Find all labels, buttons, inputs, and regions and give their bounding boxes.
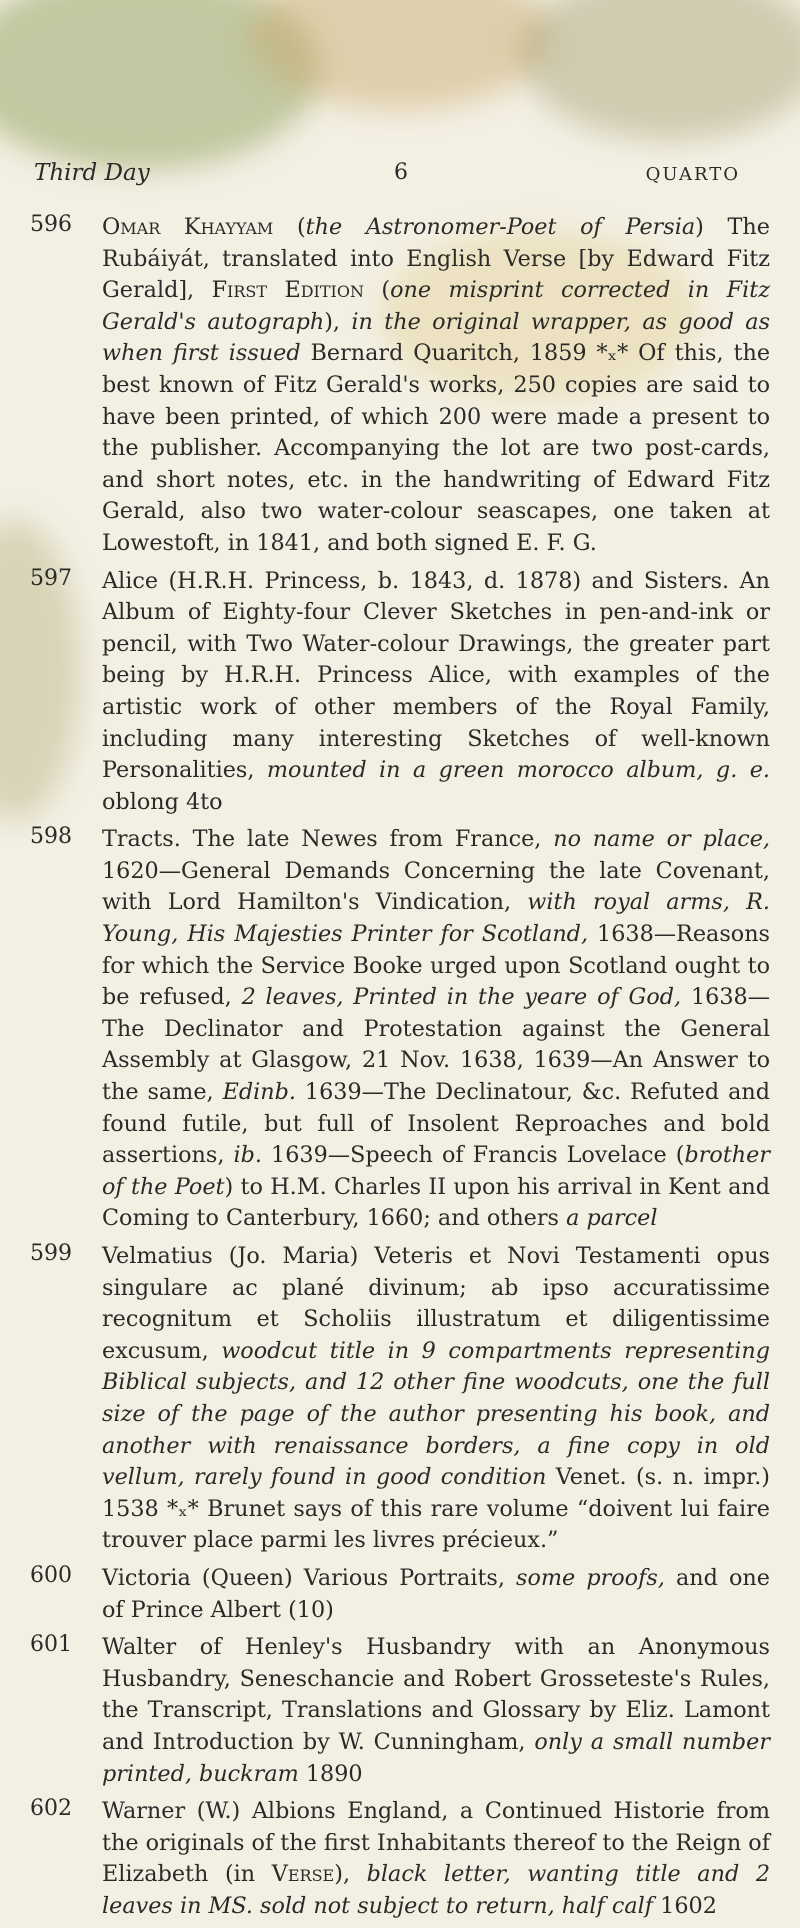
description-segment: and one of Prince Albert (10) <box>102 1564 770 1623</box>
description-segment: 1639—The Declinatour, &c. Refuted and found futile, but full of Insolent Reproaches and bold assertions, <box>102 1079 771 1169</box>
description-segment: ) to H.M. Charles II upon his arrival in Kent and Coming to Canterbury, 1660; and others <box>102 1173 770 1232</box>
lot-entry <box>30 824 770 1235</box>
lot-number: 598 <box>30 824 72 850</box>
description-segment: in the original wrapper, as good as when first issued <box>102 308 771 367</box>
lot-number: 602 <box>30 1796 72 1822</box>
description-segment: Warner (W.) Albions England, a Continued Historie from the originals of the first Inhabitants thereof to the Reign of Elizabeth (in <box>102 1798 770 1888</box>
description-segment: woodcut title in 9 compartments representing Biblical subjects, and 12 other fine woodcuts, one the full size of the page of the author presenting his book, and another with renaissance borders, a fine copy in old vellum, rarely found in good condition <box>102 1337 770 1491</box>
description-segment: First Edition <box>211 277 364 304</box>
description-segment: Venet. (s. n. impr.) 1538 *ₓ* Brunet says of this rare volume “doivent lui faire trouver place parmi les livres précieux.” <box>102 1464 770 1554</box>
lot-list <box>30 212 770 1928</box>
description-segment: a parcel <box>566 1205 658 1232</box>
lot-description <box>102 1563 770 1626</box>
description-segment: oblong 4to <box>102 788 223 815</box>
lot-description <box>102 1632 770 1790</box>
format-label: QUARTO <box>645 164 740 185</box>
description-segment: with royal arms, R. Young, His Majesties Printer for Scotland, <box>102 889 770 948</box>
description-segment: ), <box>324 308 352 335</box>
description-segment: Walter of Henley's Husbandry with an Anonymous Husbandry, Seneschancie and Robert Grosseteste's Rules, the Transcript, Translations and Glossary by Eliz. Lamont and Introduction by W. Cunningham, <box>102 1634 770 1755</box>
lot-description <box>102 566 770 819</box>
description-segment: no name or place, <box>553 826 770 853</box>
description-segment: ( <box>363 277 391 304</box>
description-segment: Tracts. The late Newes from France, <box>102 826 554 853</box>
description-segment: ( <box>273 214 306 240</box>
description-segment: Verse <box>271 1861 335 1888</box>
description-segment: brother of the Poet <box>102 1142 770 1200</box>
description-segment: 1890 <box>298 1760 363 1787</box>
lot-number: 599 <box>30 1241 72 1266</box>
lot-number: 600 <box>30 1562 72 1588</box>
lot-entry <box>30 1632 770 1790</box>
lot-number: 597 <box>30 565 72 591</box>
lot-number: 601 <box>30 1632 72 1658</box>
description-segment: ib. <box>233 1142 262 1169</box>
description-segment: Victoria (Queen) Various Portraits, <box>102 1564 517 1591</box>
description-segment: only a small number printed, buckram <box>102 1728 770 1787</box>
description-segment: Alice (H.R.H. Princess, b. 1843, d. 1878) and Sisters. An Album of Eighty-four Clever Sketches in pen-and-ink or pencil, with Two Water-colour Drawings, the greater part being by H.R.H. Princess Alice, with examples of the artistic work of other members of the Royal Family, including many interesting Sketches of well-known Personalities, <box>102 567 770 784</box>
lot-description <box>102 1796 770 1922</box>
lot-entry <box>30 1796 770 1922</box>
day-label: Third Day <box>34 160 150 186</box>
description-segment: Bernard Quaritch, 1859 *ₓ* Of this, the best known of Fitz Gerald's works, 250 copies are said to have been printed, of which 200 were made a present to the publisher. Accompanying the lot are two post-cards, and short notes, etc. in the handwriting of Edward Fitz Gerald, also two water-colour seascapes, one taken at Lowestoft, in 1841, and both signed E. F. G. <box>102 340 771 556</box>
description-segment: 1638—Reasons for which the Service Booke urged upon Scotland ought to be refused, <box>102 921 770 1011</box>
description-segment: 1620—General Demands Concerning the late Covenant, with Lord Hamilton's Vindication, <box>102 857 770 916</box>
description-segment: 1638—The Declinator and Protestation against the General Assembly at Glasgow, 21 Nov. 1638, 1639—An Answer to the same, <box>102 984 771 1106</box>
description-segment: 2 leaves, Printed in the yeare of God, <box>241 984 682 1011</box>
description-segment: some proofs, <box>516 1564 665 1591</box>
lot-description <box>102 824 770 1235</box>
page-number: 6 <box>394 160 408 185</box>
lot-number: 596 <box>30 212 72 237</box>
description-segment: Velmatius (Jo. Maria) Veteris et Novi Testamenti opus singulare ac plané divinum; ab ipso accuratissime recognitum et Scholiis illustratum et diligentissime excusum, <box>102 1243 770 1364</box>
description-segment: Edinb. <box>222 1079 296 1106</box>
page-header <box>34 160 740 196</box>
lot-entry <box>30 1241 770 1557</box>
description-segment: one misprint corrected in Fitz Gerald's autograph <box>102 277 770 335</box>
description-segment: ) The Rubáiyát, translated into English Verse [by Edward Fitz Gerald], <box>102 214 770 304</box>
description-segment: 1602 <box>653 1892 717 1919</box>
foliage-stain <box>520 0 800 140</box>
description-segment: mounted in a green morocco album, g. e. <box>266 757 770 784</box>
lot-description <box>102 212 770 560</box>
lot-entry <box>30 566 770 819</box>
lot-entry <box>30 1563 770 1626</box>
description-segment: 1639—Speech of Francis Lovelace ( <box>262 1142 685 1169</box>
description-segment: ), <box>334 1861 367 1888</box>
description-segment: black letter, wanting title and 2 leaves in MS. sold not subject to return, half calf <box>102 1861 771 1919</box>
lot-description <box>102 1241 770 1557</box>
description-segment: Omar Khayyam <box>102 214 274 240</box>
lot-entry <box>30 212 770 560</box>
description-segment: the Astronomer-Poet of Persia <box>305 214 696 240</box>
